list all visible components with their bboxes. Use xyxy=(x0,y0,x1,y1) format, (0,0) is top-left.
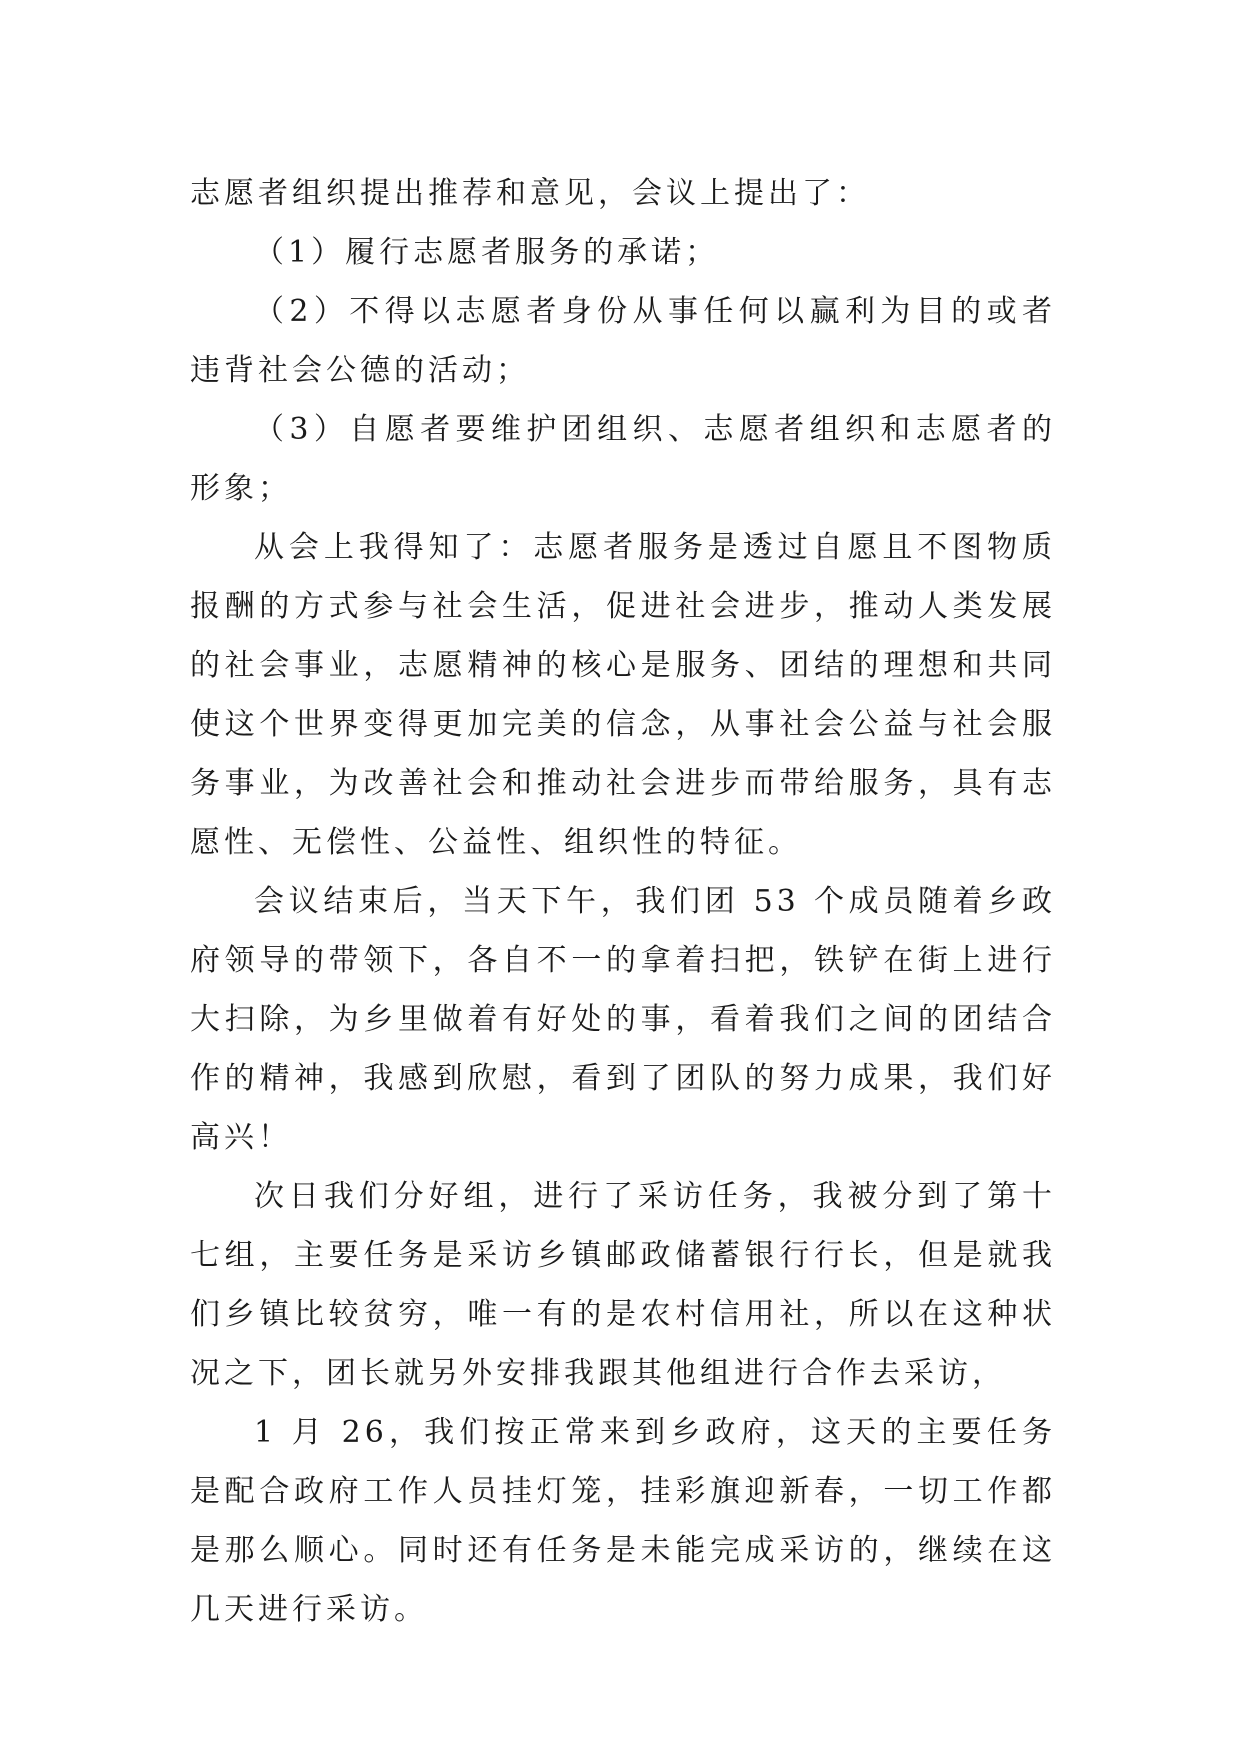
document-body xyxy=(190,164,1056,1639)
paragraph-item-2: （2）不得以志愿者身份从事任何以赢利为目的或者违背社会公德的活动； xyxy=(190,294,1056,388)
paragraph-interview: 次日我们分好组，进行了采访任务，我被分到了第十七组，主要任务是采访乡镇邮政储蓄银行行长，但是就我们乡镇比较贫穷，唯一有的是农村信用社，所以在这种状况之下，团长就另外安排我跟其他组进行合作去采访， xyxy=(190,1179,1056,1391)
paragraph-item-1: （1）履行志愿者服务的承诺； xyxy=(254,235,720,270)
paragraph-item-3: （3）自愿者要维护团组织、志愿者组织和志愿者的形象； xyxy=(190,412,1056,506)
paragraph-cleanup: 会议结束后，当天下午，我们团 53 个成员随着乡政府领导的带领下，各自不一的拿着扫把，铁铲在街上进行大扫除，为乡里做着有好处的事，看着我们之间的团结合作的精神，我感到欣慰，看到了团队的努力成果，我们好高兴！ xyxy=(190,884,1056,1155)
paragraph-volunteer-definition: 从会上我得知了：志愿者服务是透过自愿且不图物质报酬的方式参与社会生活，促进社会进步，推动人类发展的社会事业，志愿精神的核心是服务、团结的理想和共同使这个世界变得更加完美的信念，从事社会公益与社会服务事业，为改善社会和推动社会进步而带给服务，具有志愿性、无偿性、公益性、组织性的特征。 xyxy=(190,530,1056,860)
paragraph-jan-26: 1 月 26，我们按正常来到乡政府，这天的主要任务是配合政府工作人员挂灯笼，挂彩旗迎新春，一切工作都是那么顺心。同时还有任务是未能完成采访的，继续在这几天进行采访。 xyxy=(190,1415,1056,1627)
paragraph-intro: 志愿者组织提出推荐和意见，会议上提出了： xyxy=(190,176,870,211)
